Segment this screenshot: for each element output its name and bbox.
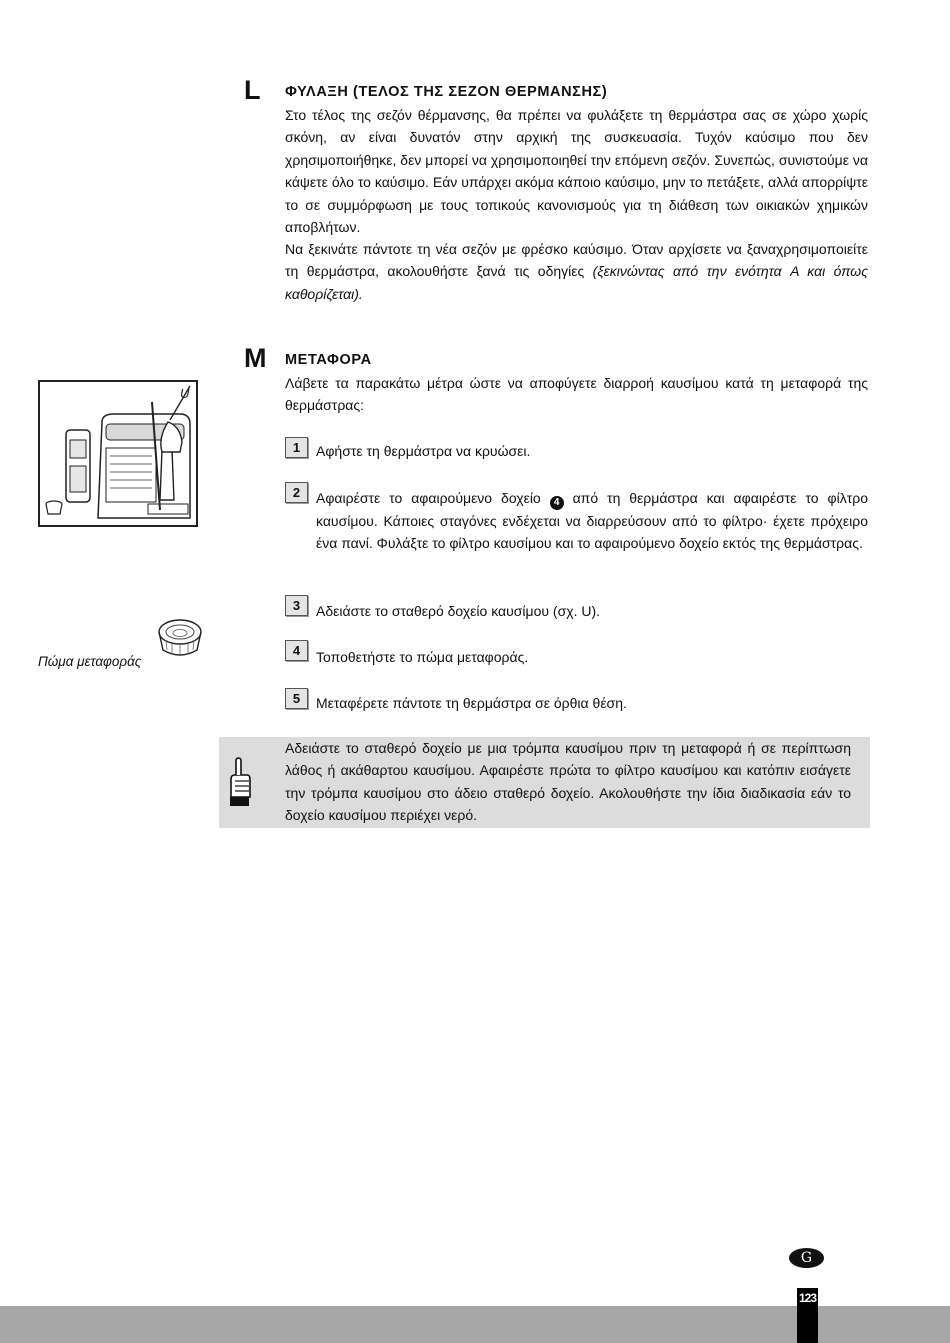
section-letter-l: L	[244, 75, 261, 105]
step-text-2-end: από τη θερμάστρα και αφαιρέστε το φίλτρο καυσίμου. Κάποιες σταγόνες ενδέχεται να διαρρεύσουν από το φίλτρο· έχετε πρόχειρο ένα πανί. Φυλάξτε το φίλτρο καυσίμου και το αφαιρούμενο δοχείο εκτός της θερμάστρας.	[316, 490, 868, 552]
step-text-3: Αδειάστε το σταθερό δοχείο καυσίμου (σχ. U).	[316, 603, 601, 619]
transport-cap-icon	[156, 616, 204, 662]
figure-u	[38, 380, 198, 527]
step-number-4: 4	[285, 640, 308, 661]
step-text-5: Μεταφέρετε πάντοτε τη θερμάστρα σε όρθια θέση.	[316, 695, 627, 711]
storage-paragraph: Στο τέλος της σεζόν θέρμανσης, θα πρέπει να φυλάξετε τη θερμάστρα σας σε χώρο χωρίς σκόνη, αν είναι δυνατόν στην αρχική της συσκευασία. Τυχόν καύσιμο που δεν χρησιμοποιήθηκε, δεν μπορεί να χρησιμοποιηθεί την επόμενη σεζόν. Συνεπώς, συνιστούμε να κάψετε όλο το καύσιμο. Εάν υπάρχει ακόμα κάποιο καύσιμο, μην το πετάξετε, αλλά απορρίψτε το σε συμμόρφωση με τους τοπικούς κανονισμούς για τη διάθεση των οικιακών χημικών αποβλήτων.	[285, 107, 868, 236]
section-letter-m: M	[244, 343, 267, 373]
language-badge: G	[789, 1248, 824, 1268]
step-number-3: 3	[285, 595, 308, 616]
step-text-2	[316, 487, 868, 555]
storage-paragraph-2-italic: (ξεκινώντας από την ενότητα A και όπως καθορίζεται).	[285, 263, 869, 302]
step-number-2: 2	[285, 482, 308, 503]
heater-pump-illustration	[40, 382, 196, 525]
storage-paragraph-2-text: Να ξεκινάτε πάντοτε τη νέα σεζόν με φρέσκο καύσιμο. Όταν αρχίσετε να ξαναχρησιμοποιείτε τη θερμάστρα, ακολουθήστε ξανά τις οδηγίες	[285, 241, 868, 280]
section-title-storage: ΦΥΛΑΞΗ (ΤΕΛΟΣ ΤΗΣ ΣΕΖΟΝ ΘΕΡΜΑΝΣΗΣ)	[285, 84, 608, 100]
step-number-5: 5	[285, 688, 308, 709]
storage-paragraph-2	[285, 238, 868, 305]
step-text-2-start: Αφαιρέστε το αφαιρούμενο δοχείο	[316, 490, 550, 506]
warning-note-text: Αδειάστε το σταθερό δοχείο με μια τρόμπα καυσίμου πριν τη μεταφορά ή σε περίπτωση λάθος ή ακάθαρτου καυσίμου. Αφαιρέστε πρώτα το φίλτρο καυσίμου και κατόπιν εισάγετε την τρόμπα καυσίμου στο άδειο σταθερό δοχείο. Ακολουθήστε την ίδια διαδικασία εάν το δοχείο καυσίμου περιέχει νερό.	[285, 740, 851, 824]
transport-cap-caption: Πώμα μεταφοράς	[38, 654, 142, 669]
page-number: 123	[798, 1291, 817, 1305]
warning-note	[219, 737, 870, 828]
pointing-hand-icon	[225, 757, 255, 809]
step-number-1: 1	[285, 437, 308, 458]
figure-label: U	[180, 386, 190, 401]
transport-intro: Λάβετε τα παρακάτω μέτρα ώστε να αποφύγετε διαρροή καυσίμου κατά τη μεταφορά της θερμάστρας:	[285, 375, 868, 414]
section-title-transport: ΜΕΤΑΦΟΡΑ	[285, 352, 372, 368]
step-text-4: Τοποθετήστε το πώμα μεταφοράς.	[316, 649, 529, 665]
container-marker: 4	[550, 496, 564, 510]
step-text-1: Αφήστε τη θερμάστρα να κρυώσει.	[316, 443, 531, 459]
